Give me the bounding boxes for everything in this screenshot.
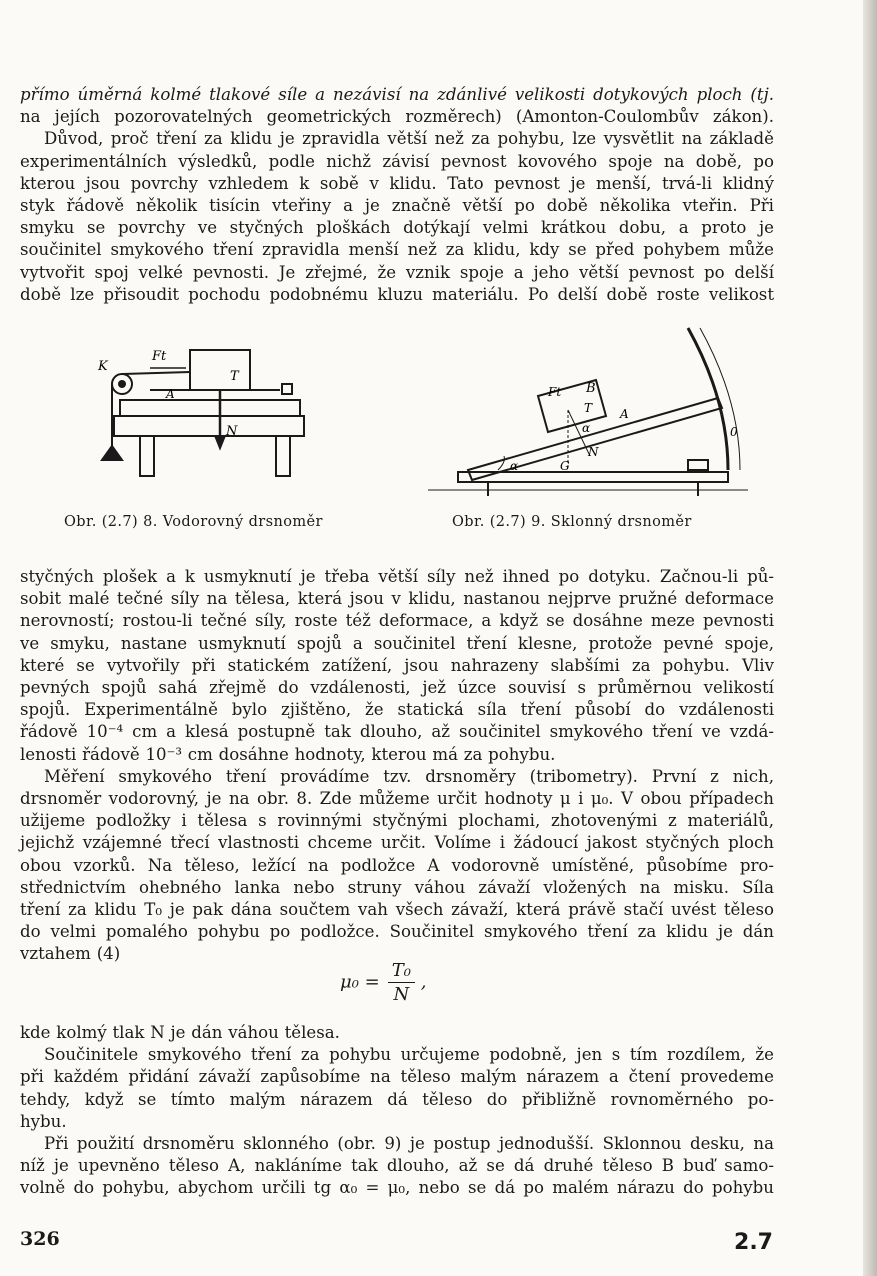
text-line: styk řádově několik tisícin vteřiny a je značně větší po době několika vteřin. Při (20, 196, 774, 216)
text-line: obou vzorků. Na těleso, ležící na podložce A vodorovně umístěné, působíme pro- (20, 855, 774, 875)
text-line: Při použití drsnoměru sklonného (obr. 9) je postup jednodušší. Sklonnou desku, na (44, 1134, 774, 1154)
formula-tail: , (420, 971, 427, 993)
text-line: kterou jsou povrchy vzhledem k sobě v klidu. Tato pevnost je menší, trvá-li klidný (20, 173, 774, 193)
section-number: 2.7 (734, 1230, 773, 1255)
fig9-label-zero: 0 (730, 425, 738, 439)
text-line: tehdy, když se tímto malým nárazem dá těleso do přibližně rovnoměrného po- (20, 1089, 774, 1109)
text-line: lenosti řádově 10⁻³ cm dosáhne hodnoty, kterou má za pohybu. (20, 744, 556, 764)
formula-denominator: N (393, 984, 410, 1005)
fig8-label-k: K (98, 359, 108, 374)
formula-static-friction (340, 960, 426, 1005)
page-number: 326 (20, 1228, 60, 1250)
text-line: přímo úměrná kolmé tlakové síle a nezávisí na zdánlivé velikosti dotykových ploch (tj. (20, 85, 774, 104)
figure-8-horizontal-tribometer (90, 340, 320, 485)
formula-numerator: T₀ (388, 960, 415, 983)
text-line: níž je upevněno těleso A, nakláníme tak dlouho, až se dá druhé těleso B buď samo- (20, 1156, 774, 1176)
text-line: užijeme podložky i tělesa s rovinnými styčnými plochami, zhotovenými z materiálů, (20, 811, 774, 831)
text-line: Důvod, proč tření za klidu je zpravidla větší než za pohybu, lze vysvětlit na základě (44, 129, 774, 149)
figure-9-caption: Obr. (2.7) 9. Sklonný drsnoměr (452, 514, 692, 530)
text-line: volně do pohybu, abychom určili tg α₀ = μ₀, nebo se dá po malém nárazu do pohybu (20, 1178, 774, 1198)
fig8-label-a: A (166, 387, 175, 401)
text-line: při každém přidání závaží zapůsobíme na těleso malým nárazem a čtení provedeme (20, 1067, 774, 1087)
text-line: Měření smykového tření provádíme tzv. drsnoměry (tribometry). První z nich, (44, 766, 774, 786)
text-line: době lze přisoudit pochodu podobnému kluzu materiálu. Po delší době roste velikost (20, 284, 774, 304)
text-line: na jejích pozorovatelných geometrických rozměrech) (Amonton-Coulombův zákon). (20, 107, 774, 127)
fig9-label-t: T (584, 401, 593, 415)
text-line: hybu. (20, 1111, 67, 1131)
fig9-label-alpha: α (582, 421, 591, 435)
fig9-label-alpha-base: α (510, 459, 519, 473)
figure-8-caption: Obr. (2.7) 8. Vodorovný drsnoměr (64, 514, 323, 530)
fig8-label-t: T (230, 369, 239, 384)
top-paragraph (20, 84, 774, 306)
text-line: vztahem (4) (20, 944, 121, 964)
text-line: součinitel smykového tření zpravidla menší než za klidu, kdy se před pohybem může (20, 240, 774, 260)
text-line: styčných plošek a k usmyknutí je třeba větší síly než ihned po dotyku. Začnou-li pů- (20, 567, 774, 586)
text-line: jejichž vzájemné třecí vlastnosti chceme určit. Volíme i žádoucí jakost styčných ploch (20, 833, 774, 853)
text-line: nerovností; rostou-li tečné síly, roste též deformace, a když se dosáhne meze pevnosti (20, 611, 774, 631)
text-line: Součinitele smykového tření za pohybu určujeme podobně, jen s tím rozdílem, že (44, 1045, 774, 1065)
text-line: smyku se povrchy ve styčných ploškách dotýkají velmi krátkou dobu, a proto je (20, 218, 774, 238)
fig9-label-ft: Ft (548, 385, 562, 399)
text-line: vytvořit spoj velké pevnosti. Je zřejmé, že vznik spoje a jeho větší pevnost po delší (20, 262, 774, 282)
fig9-label-a: A (620, 407, 629, 421)
formula-lhs: μ₀ = (340, 971, 380, 993)
fig9-label-b: B (586, 381, 596, 396)
fig9-label-n: N (588, 445, 599, 459)
text-line: pevných spojů sahá zřejmě do vzdálenosti, jež úzce souvisí s průměrnou velikostí (20, 678, 774, 698)
fig8-label-n: N (226, 424, 238, 439)
text-line: experimentálních výsledků, podle nichž závisí pevnost kovového spoje na době, po (20, 151, 774, 171)
text-line: které se vytvořily při statickém zatížení, jsou nahrazeny slabšími za pohybu. Vliv (20, 655, 774, 675)
text-line: ve smyku, nastane usmyknutí spojů a součinitel tření klesne, protože pevné spoje, (20, 633, 774, 653)
text-line: drsnoměr vodorovný, je na obr. 8. Zde můžeme určit hodnoty μ i μ₀. V obou případech (20, 789, 774, 809)
text-line: tření za klidu T₀ je pak dána součtem vah všech závaží, která právě stačí uvést těleso (20, 900, 774, 920)
figure-9-inclined-tribometer (428, 300, 758, 500)
fig8-label-ft: Ft (152, 349, 167, 364)
fig9-label-g: G (560, 459, 570, 473)
text-line: kde kolmý tlak N je dán váhou tělesa. (20, 1023, 340, 1042)
text-line: střednictvím ohebného lanka nebo struny váhou závaží vložených na misku. Síla (20, 877, 774, 897)
text-line: spojů. Experimentálně bylo zjištěno, že statická síla tření působí do vzdálenosti (20, 700, 774, 720)
page-gutter-shadow (863, 0, 877, 1276)
text-line: do velmi pomalého pohybu po podložce. Součinitel smykového tření za klidu je dán (20, 922, 774, 942)
middle-paragraph (20, 566, 774, 966)
text-line: sobit malé tečné síly na tělesa, která jsou v klidu, nastanou nejprve pružné deformace (20, 589, 774, 609)
bottom-paragraph (20, 1022, 774, 1200)
text-line: řádově 10⁻⁴ cm a klesá postupně tak dlouho, až součinitel smykového tření ve vzdá- (20, 722, 774, 742)
